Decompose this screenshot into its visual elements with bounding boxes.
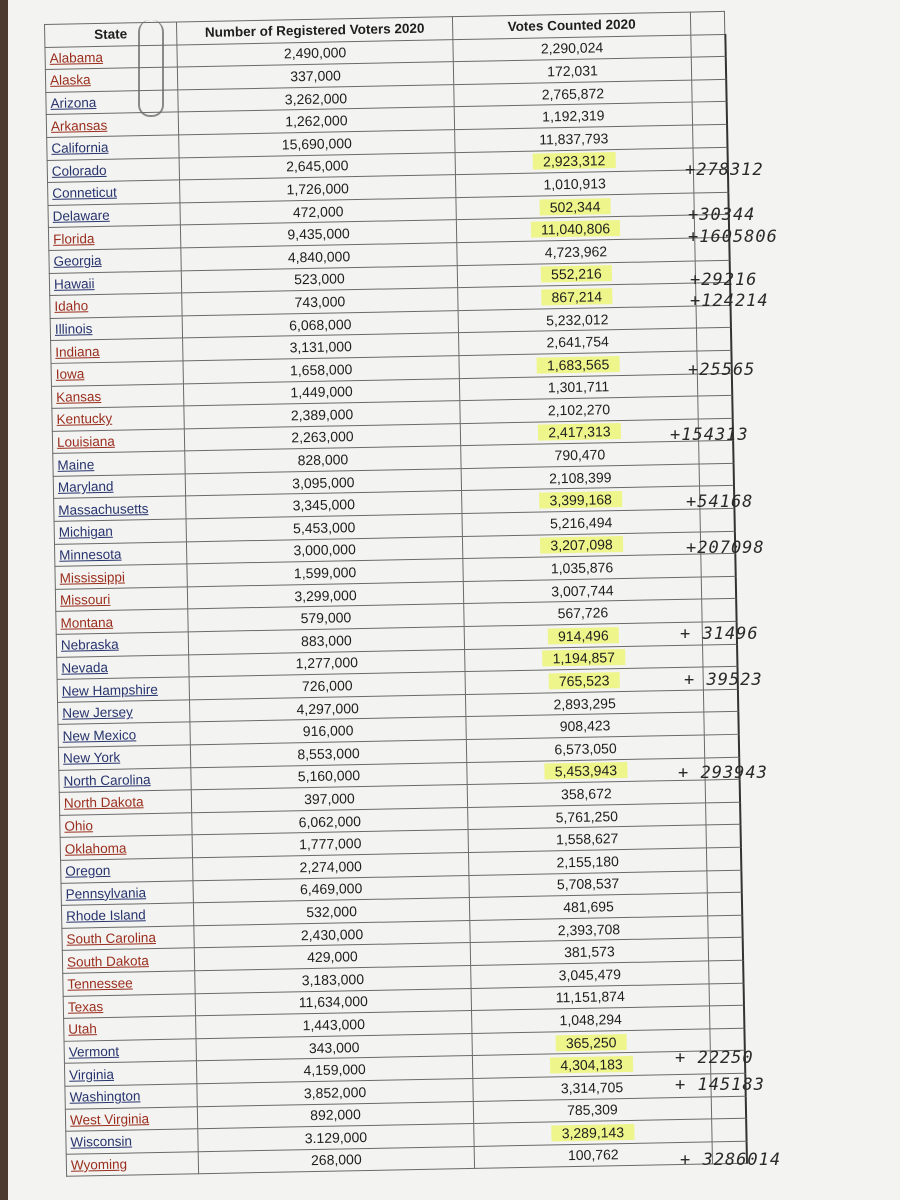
votes-counted-highlighted: 365,250 <box>556 1034 627 1051</box>
votes-counted: 785,309 <box>566 1101 618 1119</box>
votes-counted: 3,314,705 <box>560 1078 624 1096</box>
blank-cell <box>702 621 736 644</box>
state-name: North Carolina <box>59 767 191 792</box>
votes-counted-highlighted: 914,496 <box>548 627 619 644</box>
registered-voters: 2,490,000 <box>177 39 453 67</box>
paper-sheet <box>8 0 900 1200</box>
handwritten-note: +124214 <box>690 291 769 311</box>
blank-cell <box>699 441 733 464</box>
blank-cell <box>693 124 727 147</box>
blank-cell <box>696 283 730 306</box>
blank-cell <box>693 170 727 193</box>
votes-counted-highlighted: 11,040,806 <box>531 220 620 238</box>
state-name: Colorado <box>47 157 179 182</box>
votes-counted: 567,726 <box>557 604 609 622</box>
handwritten-note: +1605806 <box>688 227 778 247</box>
state-name: Nebraska <box>56 632 188 657</box>
votes-counted: 790,470 <box>554 446 606 464</box>
handwritten-note: +54168 <box>686 492 754 512</box>
blank-cell <box>699 486 733 509</box>
state-name: North Dakota <box>59 790 191 815</box>
state-name: Oregon <box>61 858 193 883</box>
registered-voters: 3,183,000 <box>195 965 471 993</box>
votes-counted: 1,192,319 <box>542 107 605 125</box>
votes-counted-highlighted: 552,216 <box>541 265 612 282</box>
registered-voters: 15,690,000 <box>179 130 455 158</box>
state-name: Virginia <box>64 1061 196 1086</box>
handwritten-note: +154313 <box>670 425 749 445</box>
registered-voters: 11,634,000 <box>195 988 471 1016</box>
state-name: South Dakota <box>62 948 194 973</box>
registered-voters: 3,299,000 <box>187 581 463 609</box>
votes-counted: 1,035,876 <box>550 559 614 577</box>
handwritten-note: + 145183 <box>675 1075 765 1095</box>
blank-cell <box>707 892 741 915</box>
blank-cell <box>703 689 737 712</box>
registered-voters: 2,430,000 <box>194 920 470 948</box>
votes-counted: 6,573,050 <box>554 739 617 758</box>
blank-cell <box>699 463 733 486</box>
state-name: Alaska <box>45 67 177 92</box>
state-name: Ohio <box>60 813 192 838</box>
votes-counted: 2,155,180 <box>556 852 619 871</box>
blank-cell <box>695 237 729 260</box>
state-name: Iowa <box>51 361 183 386</box>
registered-voters: 3,345,000 <box>186 491 462 519</box>
registered-voters: 6,469,000 <box>193 875 469 903</box>
votes-counted-highlighted: 867,214 <box>541 288 612 305</box>
state-name: Nevada <box>57 654 189 679</box>
votes-counted-highlighted: 765,523 <box>549 672 620 689</box>
state-name: Alabama <box>45 45 177 70</box>
state-name: New Mexico <box>58 722 190 747</box>
registered-voters: 429,000 <box>194 943 470 971</box>
handwritten-note: + 3286014 <box>680 1150 782 1170</box>
registered-voters: 3,000,000 <box>186 536 462 564</box>
handwritten-note: + 31496 <box>680 624 759 644</box>
state-name: Wisconsin <box>66 1129 198 1154</box>
votes-counted-highlighted: 2,923,312 <box>533 152 616 170</box>
blank-cell <box>695 260 729 283</box>
blank-cell <box>712 1118 746 1141</box>
registered-voters: 743,000 <box>182 288 458 316</box>
registered-voters: 916,000 <box>190 717 466 745</box>
blank-cell <box>696 305 730 328</box>
voter-table <box>44 11 748 1177</box>
registered-voters: 4,159,000 <box>196 1056 472 1084</box>
registered-voters: 1,777,000 <box>192 830 468 858</box>
blank-cell <box>709 1005 743 1028</box>
state-column-header: State <box>45 22 177 47</box>
blank-cell <box>701 576 735 599</box>
registered-voters: 3,095,000 <box>185 468 461 496</box>
state-name: New Hampshire <box>57 677 189 702</box>
state-name: Kentucky <box>52 406 184 431</box>
state-name: New Jersey <box>58 700 190 725</box>
blank-cell <box>706 847 740 870</box>
votes-counted-highlighted: 2,417,313 <box>538 423 621 441</box>
registered-voters: 2,645,000 <box>179 152 455 180</box>
blank-cell <box>704 712 738 735</box>
votes-counted: 381,573 <box>563 943 615 961</box>
votes-counted-highlighted: 5,453,943 <box>545 762 628 780</box>
blank-cell <box>705 779 739 802</box>
registered-voters: 343,000 <box>196 1033 472 1061</box>
state-name: Arkansas <box>46 112 178 137</box>
registered-voters: 472,000 <box>180 197 456 225</box>
registered-voters: 3,262,000 <box>178 84 454 112</box>
votes-counted-highlighted: 1,194,857 <box>542 649 625 667</box>
state-name: Minnesota <box>54 542 186 567</box>
state-name: Hawaii <box>49 270 181 295</box>
registered-voters: 726,000 <box>189 672 465 700</box>
blank-cell <box>694 192 728 215</box>
registered-voters: 9,435,000 <box>180 220 456 248</box>
state-name: Indiana <box>51 338 183 363</box>
votes-counted: 1,048,294 <box>559 1011 623 1029</box>
votes-counted: 172,031 <box>547 62 598 80</box>
state-name: Montana <box>56 609 188 634</box>
state-name: Mississippi <box>55 564 187 589</box>
votes-counted: 2,108,399 <box>549 468 612 487</box>
handwritten-note: +25565 <box>688 360 756 380</box>
handwritten-note: +29216 <box>690 270 758 290</box>
votes-counted: 2,765,872 <box>541 84 605 103</box>
registered-voters: 3,852,000 <box>197 1078 473 1106</box>
table-body <box>45 34 747 1177</box>
votes-counted: 2,393,708 <box>557 920 621 938</box>
blank-cell <box>711 1073 745 1096</box>
blank-cell <box>711 1096 745 1119</box>
votes-counted: 5,232,012 <box>545 310 609 328</box>
handwritten-note: + 22250 <box>675 1048 754 1068</box>
registered-voters: 1,658,000 <box>183 356 459 384</box>
votes-counted: 1,558,627 <box>555 830 619 848</box>
votes-counted-cell <box>474 1142 712 1169</box>
blank-cell <box>706 802 740 825</box>
registered-voters: 883,000 <box>188 627 464 655</box>
state-name: Georgia <box>49 248 181 273</box>
state-name: Wyoming <box>66 1151 198 1176</box>
state-name: Massachusetts <box>54 496 186 521</box>
state-name: Michigan <box>54 519 186 544</box>
votes-counted-highlighted: 3,399,168 <box>539 491 622 509</box>
state-name: Delaware <box>48 203 180 228</box>
votes-counted: 3,045,479 <box>558 965 622 984</box>
registered-voters: 5,160,000 <box>191 762 467 790</box>
registered-voters: 1,726,000 <box>180 175 456 203</box>
blank-cell <box>693 147 727 170</box>
blank-cell <box>712 1141 746 1164</box>
blank-cell <box>704 734 738 757</box>
handwritten-note: +207098 <box>686 538 765 558</box>
blank-cell <box>706 825 740 848</box>
state-name: Maine <box>53 451 185 476</box>
votes-counted: 2,102,270 <box>547 401 611 419</box>
votes-counted: 11,837,793 <box>539 129 609 148</box>
registered-voters: 397,000 <box>191 785 467 813</box>
blank-cell <box>700 508 734 531</box>
registered-voters: 4,297,000 <box>189 694 465 722</box>
blank-cell <box>705 757 739 780</box>
handwritten-note: +278312 <box>685 160 764 180</box>
blank-cell <box>710 1051 744 1074</box>
votes-counted: 358,672 <box>560 785 612 803</box>
votes-counted: 100,762 <box>567 1146 619 1164</box>
state-name: Washington <box>65 1084 197 1109</box>
blank-cell <box>707 870 741 893</box>
state-name: Florida <box>48 225 180 250</box>
registered-voters: 579,000 <box>188 604 464 632</box>
registered-voters: 268,000 <box>198 1146 474 1174</box>
state-name: West Virginia <box>65 1106 197 1131</box>
votes-counted: 5,216,494 <box>549 514 613 532</box>
registered-voters: 3.129,000 <box>198 1124 474 1152</box>
registered-voters: 337,000 <box>177 62 453 90</box>
blank-cell <box>698 418 732 441</box>
state-name: Pennsylvania <box>61 880 193 905</box>
blank-cell <box>702 599 736 622</box>
state-name: Texas <box>63 993 195 1018</box>
blank-cell <box>698 395 732 418</box>
state-name: Arizona <box>46 90 178 115</box>
registered-voters: 1,277,000 <box>189 649 465 677</box>
votes-counted-highlighted: 502,344 <box>540 198 611 215</box>
state-name: Vermont <box>64 1038 196 1063</box>
state-name: Utah <box>64 1016 196 1041</box>
votes-counted-highlighted: 3,207,098 <box>540 536 623 554</box>
blank-cell <box>692 102 726 125</box>
registered-voters: 3,131,000 <box>183 333 459 361</box>
registered-voters: 828,000 <box>185 446 461 474</box>
registered-voters: 2,263,000 <box>184 423 460 451</box>
blank-cell <box>710 1028 744 1051</box>
blank-cell <box>691 57 725 80</box>
blank-cell <box>697 373 731 396</box>
votes-counted: 4,723,962 <box>544 242 608 261</box>
registered-voters: 1,449,000 <box>183 378 459 406</box>
votes-counted-highlighted: 4,304,183 <box>550 1056 633 1074</box>
votes-counted: 481,695 <box>563 898 614 916</box>
state-name: Conneticut <box>48 180 180 205</box>
registered-voters: 1,443,000 <box>196 1011 472 1039</box>
state-name: Tennessee <box>63 971 195 996</box>
registered-voters: 6,068,000 <box>182 310 458 338</box>
blank-cell <box>708 915 742 938</box>
voter-table-container <box>44 11 748 1177</box>
blank-cell <box>694 215 728 238</box>
registered-column-header: Number of Registered Voters 2020 <box>176 17 452 45</box>
state-name: Rhode Island <box>61 903 193 928</box>
registered-voters: 4,840,000 <box>181 243 457 271</box>
handwritten-note: + 39523 <box>684 670 763 690</box>
state-name: New York <box>58 745 190 770</box>
votes-counted: 2,893,295 <box>553 694 616 712</box>
registered-voters: 523,000 <box>181 265 457 293</box>
registered-voters: 8,553,000 <box>190 740 466 768</box>
votes-counted: 908,423 <box>559 717 611 735</box>
blank-cell <box>692 79 726 102</box>
votes-counted: 3,007,744 <box>551 581 614 600</box>
votes-counted: 5,708,537 <box>556 875 620 893</box>
votes-counted: 2,290,024 <box>540 39 604 57</box>
votes-counted: 5,761,250 <box>555 807 619 825</box>
counted-column-header: Votes Counted 2020 <box>452 12 690 39</box>
state-name: California <box>47 135 179 160</box>
blank-cell <box>709 960 743 983</box>
blank-column-header <box>690 11 724 34</box>
state-name: South Carolina <box>62 926 194 951</box>
blank-cell <box>703 644 737 667</box>
blank-cell <box>709 983 743 1006</box>
votes-counted: 2,641,754 <box>546 333 609 351</box>
blank-cell <box>691 34 725 57</box>
blank-cell <box>701 554 735 577</box>
blank-cell <box>708 938 742 961</box>
registered-voters: 1,262,000 <box>178 107 454 135</box>
state-name: Oklahoma <box>60 835 192 860</box>
blank-cell <box>700 531 734 554</box>
registered-voters: 5,453,000 <box>186 514 462 542</box>
votes-counted: 1,010,913 <box>543 175 606 193</box>
state-name: Idaho <box>50 293 182 318</box>
votes-counted: 11,151,874 <box>555 988 625 1006</box>
registered-voters: 1,599,000 <box>187 559 463 587</box>
registered-voters: 2,389,000 <box>184 401 460 429</box>
state-name: Louisiana <box>52 429 184 454</box>
state-name: Kansas <box>51 383 183 408</box>
votes-counted: 1,301,711 <box>547 378 610 396</box>
state-name: Maryland <box>53 474 185 499</box>
blank-cell <box>703 667 737 690</box>
votes-counted-highlighted: 1,683,565 <box>537 356 620 374</box>
handwritten-note: +30344 <box>688 205 756 225</box>
registered-voters: 6,062,000 <box>192 807 468 835</box>
handwritten-note: + 293943 <box>678 763 768 783</box>
registered-voters: 892,000 <box>197 1101 473 1129</box>
state-name: Missouri <box>55 587 187 612</box>
registered-voters: 532,000 <box>193 898 469 926</box>
state-name: Illinois <box>50 316 182 341</box>
votes-counted-highlighted: 3,289,143 <box>552 1124 635 1142</box>
registered-voters: 2,274,000 <box>193 852 469 880</box>
blank-cell <box>697 350 731 373</box>
blank-cell <box>696 328 730 351</box>
